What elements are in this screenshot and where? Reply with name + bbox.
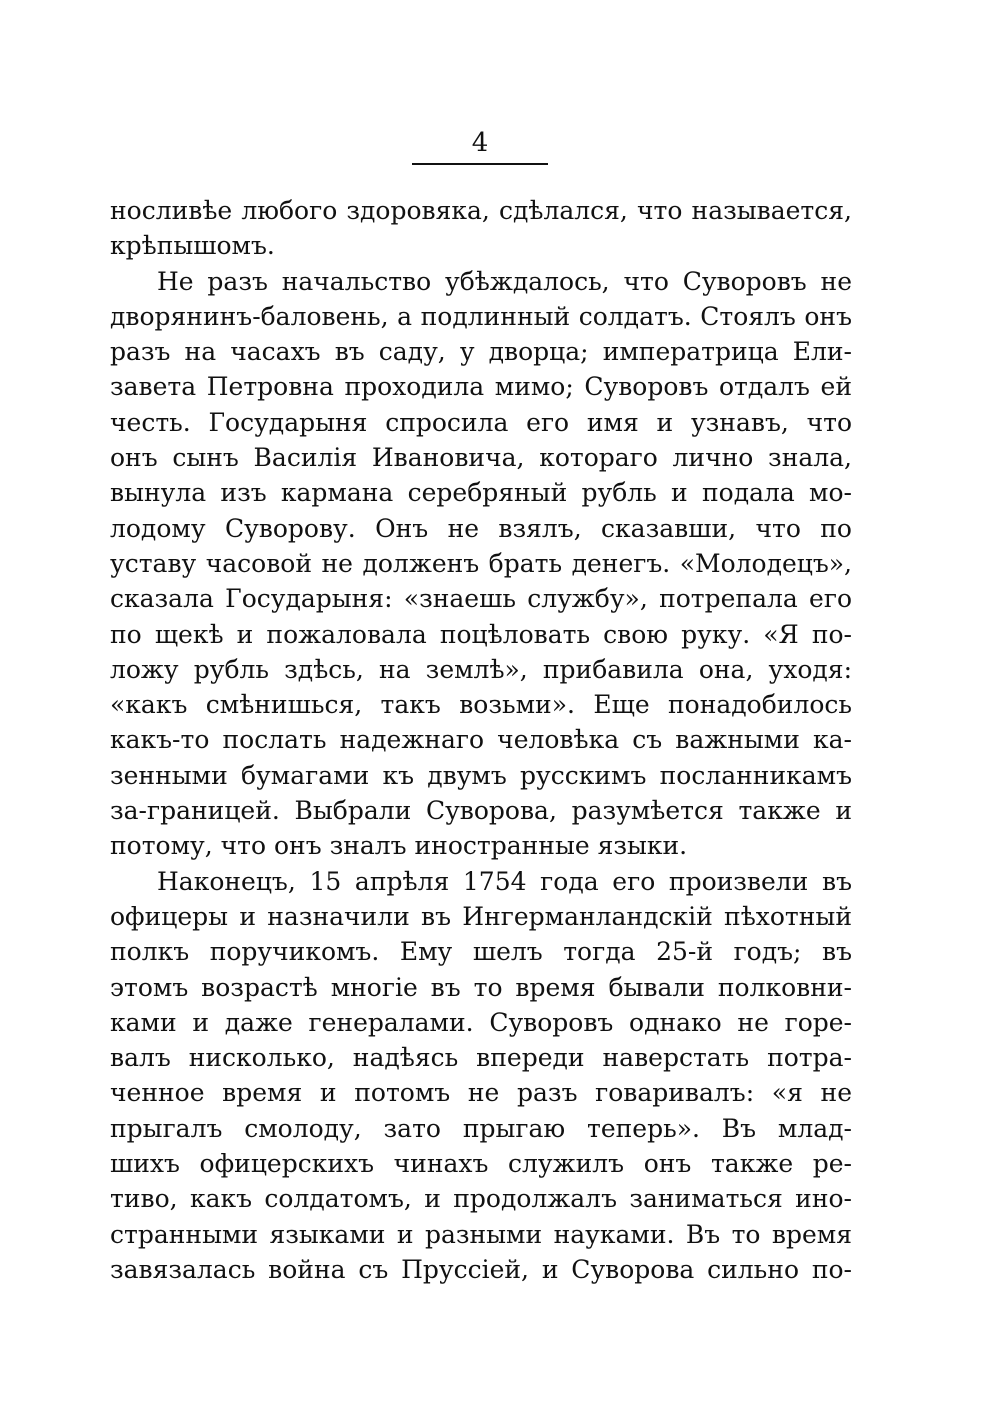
text-line: ками и даже генералами. Суворовъ однако не горе- (110, 1007, 852, 1037)
text-line: ченное время и потомъ не разъ говаривалъ: «я не (110, 1078, 852, 1108)
text-line: офицеры и назначили въ Ингерманландскій пѣхотный (110, 901, 852, 931)
text-line: прыгалъ смолоду, зато прыгаю теперь». Въ млад- (110, 1113, 852, 1143)
text-line: за-границей. Выбрали Суворова, разумѣется также и (110, 796, 852, 826)
text-line: вынула изъ кармана серебряный рубль и подала мо- (110, 478, 852, 508)
text-line: полкъ поручикомъ. Ему шелъ тогда 25-й годъ; въ (110, 937, 852, 967)
text-line: зенными бумагами къ двумъ русскимъ посланникамъ (110, 760, 852, 790)
text-line: странными языками и разными науками. Въ то время (110, 1219, 852, 1249)
text-line: шихъ офицерскихъ чинахъ служилъ онъ также ре- (110, 1149, 852, 1179)
text-line: завета Петровна проходила мимо; Суворовъ отдалъ ей (110, 372, 852, 402)
text-line: «какъ смѣнишься, такъ возьми». Еще понадобилось (110, 690, 852, 720)
text-line: уставу часовой не долженъ брать денегъ. «Молодецъ», (110, 548, 852, 578)
page-number-rule (412, 163, 548, 165)
text-line: дворянинъ-баловень, а подлинный солдатъ. Стоялъ онъ (110, 301, 852, 331)
text-line: лодому Суворову. Онъ не взялъ, сказавши, что по (110, 513, 852, 543)
text-line: какъ-то послать надежнаго человѣка съ важными ка- (110, 725, 852, 755)
text-line: разъ на часахъ въ саду, у дворца; императрица Ели- (110, 337, 852, 367)
text-line: носливѣе любого здоровяка, сдѣлался, что называется, (110, 196, 852, 225)
page-text (110, 193, 852, 1287)
page-number: 4 (471, 128, 489, 158)
text-line: честь. Государыня спросила его имя и узнавъ, что (110, 407, 852, 437)
text-line: Наконецъ, 15 апрѣля 1754 года его произвели въ (157, 866, 852, 896)
text-line: тиво, какъ солдатомъ, и продолжалъ заниматься ино- (110, 1184, 852, 1214)
text-line: завязалась война съ Пруссіей, и Суворова сильно по- (110, 1254, 852, 1284)
text-line: ложу рубль здѣсь, на землѣ», прибавила она, уходя: (110, 654, 852, 684)
text-line: Не разъ начальство убѣждалось, что Суворовъ не (157, 266, 852, 296)
text-line: валъ нисколько, надѣясь впереди наверстать потра- (110, 1043, 852, 1073)
text-line: онъ сынъ Василія Ивановича, котораго лично знала, (110, 443, 852, 473)
text-line: потому, что онъ зналъ иностранные языки. (110, 831, 688, 861)
text-line: по щекѣ и пожаловала поцѣловать свою руку. «Я по- (110, 619, 852, 649)
text-line: этомъ возрастѣ многіе въ то время бывали полковни- (110, 972, 852, 1002)
text-line: сказала Государыня: «знаешь службу», потрепала его (110, 584, 852, 614)
text-line: крѣпышомъ. (110, 231, 275, 261)
